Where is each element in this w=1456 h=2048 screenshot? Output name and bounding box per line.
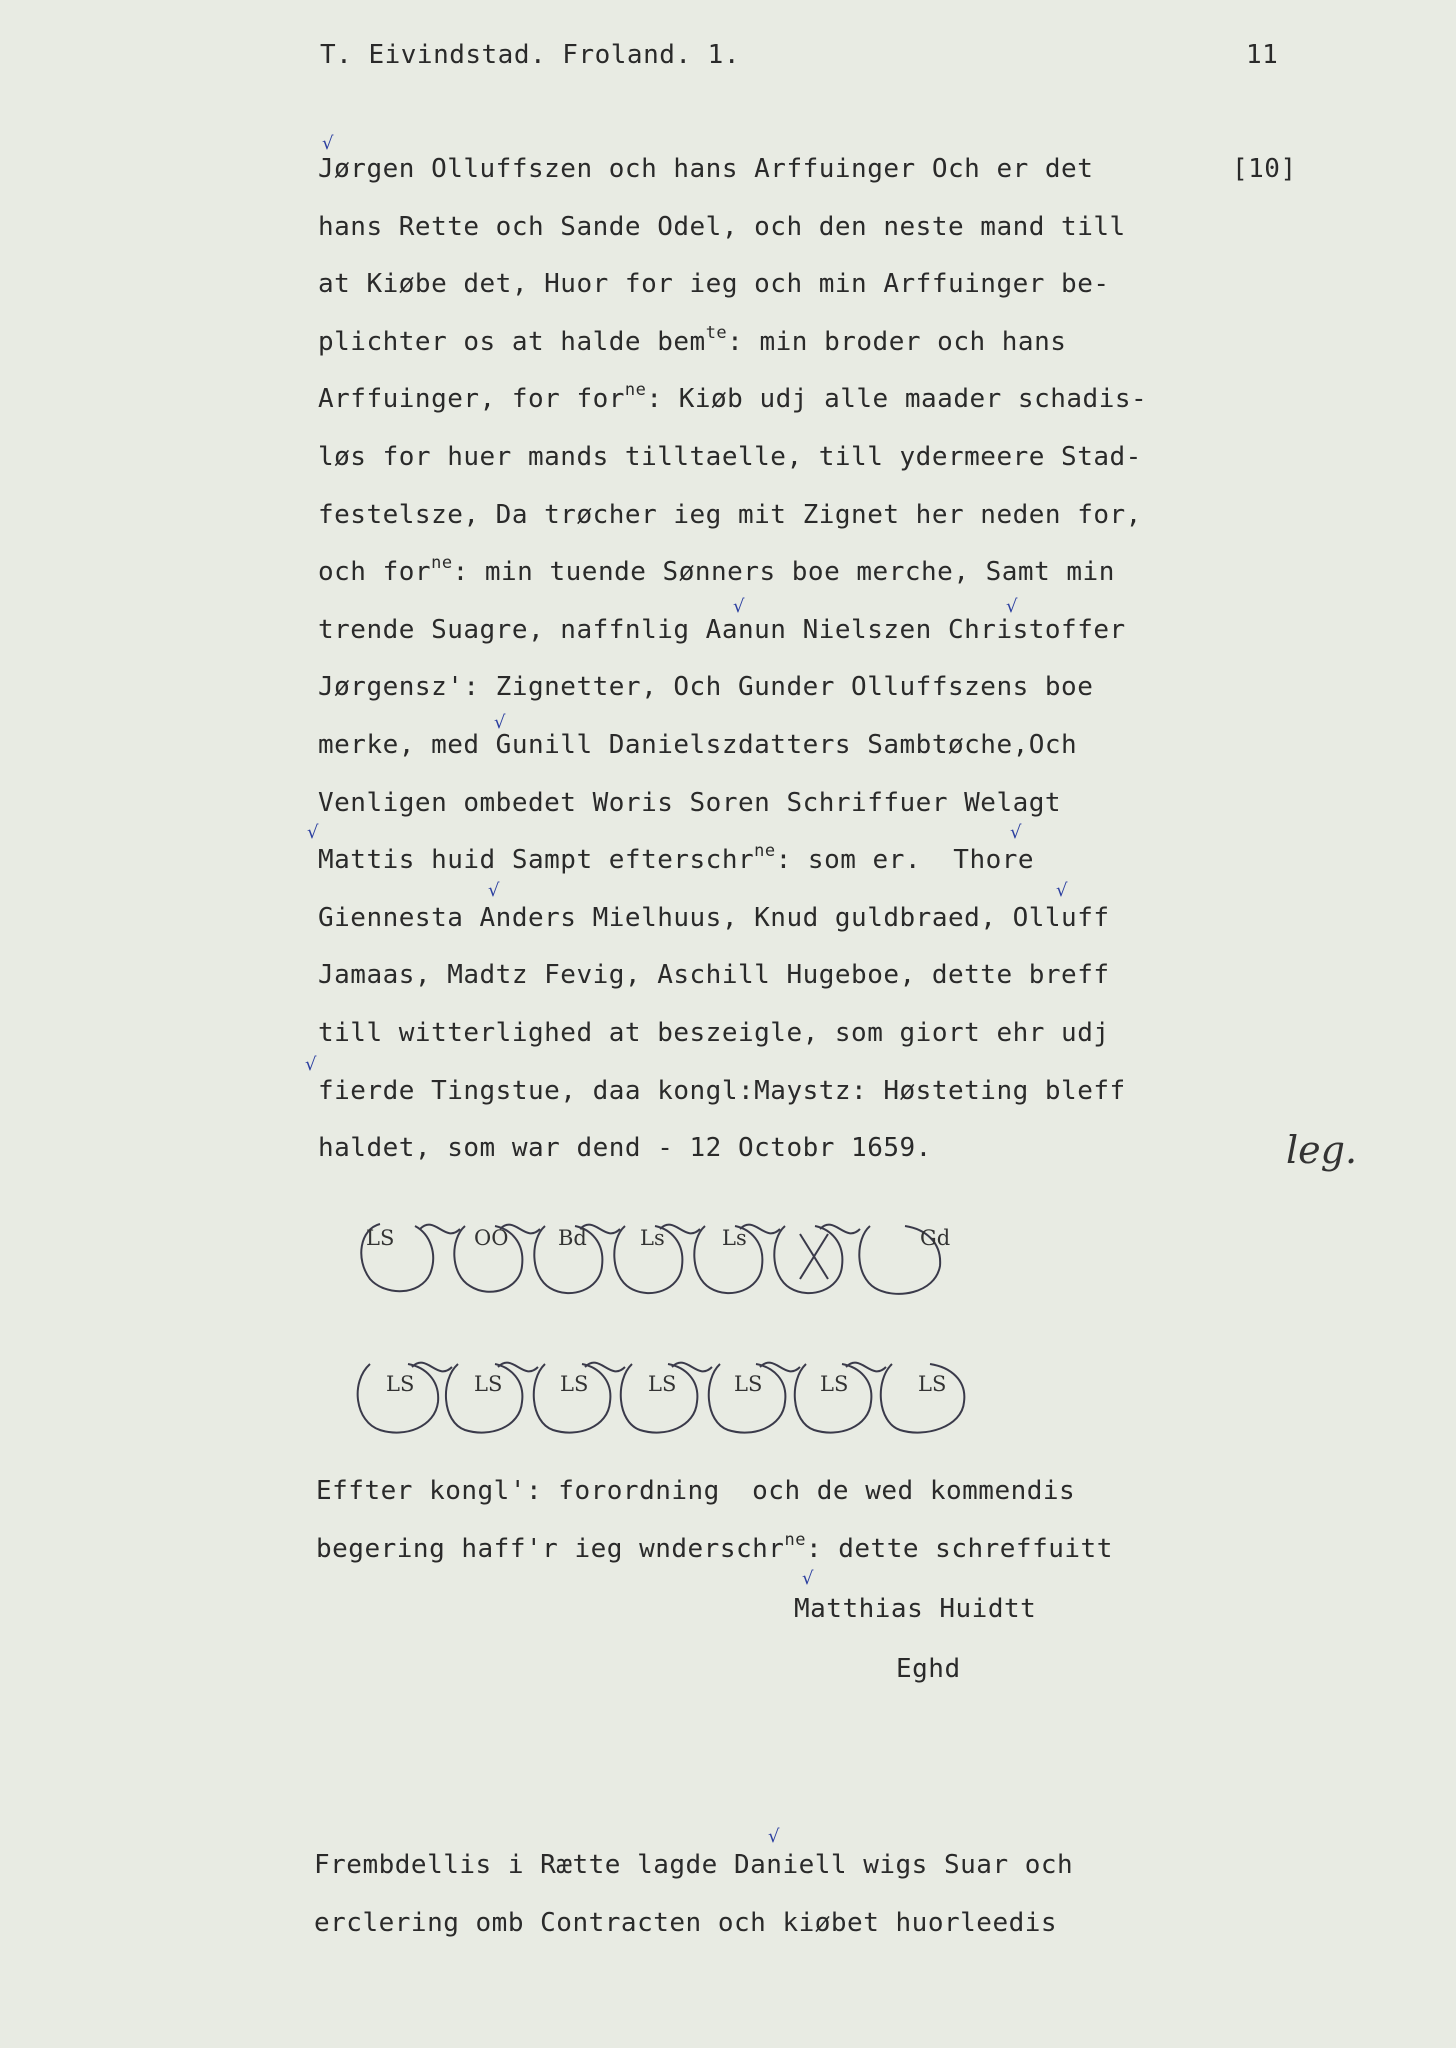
line-text: Giennesta Anders Mielhuus, Knud guldbraed, Olluff [318,902,1110,933]
line-text: till witterlighed at beszeigle, som giort ehr udj [318,1018,1110,1048]
check-mark-icon: √ [1006,596,1018,617]
text-line [318,788,1061,818]
text-line [316,1476,1075,1506]
text-line [318,154,1093,184]
check-mark-icon: √ [494,712,506,733]
seal-label: Ls [722,1226,747,1250]
seal-label: LS [474,1372,503,1396]
text-line [318,1133,932,1163]
superscript-abbreviation: ne [624,380,647,401]
line-text: løs for huer mands tilltaelle, till ydermeere Stad- [318,442,1142,472]
line-text: och for [318,557,432,588]
line-text: Jamaas, Madtz Fevig, Aschill Hugeboe, dette breff [318,960,1110,991]
line-text: Jørgensz': Zignetter, Och Gunder Olluffszens boe [318,672,1094,703]
seal-label: Bd [558,1226,587,1250]
line-text: at Kiøbe det, Huor for ieg och min Arffuinger be- [318,269,1110,300]
text-line [318,672,1093,702]
line-text: : min broder och hans [727,326,1067,357]
line-text: trende Suagre, naffnlig Aanun Nielszen Christoffer [318,614,1126,645]
text-line [318,269,1110,299]
text-line [318,322,1067,357]
seal-label: LS [734,1372,763,1396]
line-text: Jørgen Olluffszen och hans Arffuinger Och er det [318,154,1094,184]
check-mark-icon: √ [1010,822,1022,843]
seal-label: LS [918,1372,947,1396]
text-line [314,1850,1073,1880]
line-text: : Kiøb udj alle maader schadis- [646,384,1148,415]
seal-label: LS [386,1372,415,1396]
line-text: begering haff'r ieg wnderschr [316,1534,785,1564]
seal-label: LS [366,1226,395,1250]
line-text: : som er. Thore [775,845,1035,876]
check-mark-icon: √ [305,1054,317,1075]
seal-label: Ls [640,1226,665,1250]
text-line [318,730,1077,760]
seal-row-2 [350,1342,990,1452]
superscript-abbreviation: ne [784,1530,806,1550]
text-line [318,841,1035,876]
text-line [318,903,1110,933]
text-line [318,442,1142,472]
check-mark-icon: √ [322,133,334,154]
line-text: : min tuende Sønners boe merche, Samt min [452,557,1115,588]
check-mark-icon: √ [1056,880,1068,901]
text-line [318,1076,1126,1106]
line-text: fierde Tingstue, daa kongl:Maystz: Høsteting bleff [318,1075,1126,1106]
line-text: : dette schreffuitt [805,1534,1113,1564]
page-header-title: T. Eivindstad. Froland. 1. [320,40,740,70]
check-mark-icon: √ [307,822,319,843]
line-text: Mattis huid Sampt efterschr [318,845,755,876]
text-line [314,1908,1057,1938]
superscript-abbreviation: ne [754,841,776,862]
signature-name: Matthias Huidtt [794,1594,1037,1624]
line-text: merke, med Gunill Danielszdatters Sambtøche,Och [318,730,1078,760]
seal-label: LS [560,1372,589,1396]
page-number: 11 [1246,40,1279,70]
signature-title: Eghd [896,1654,961,1684]
seal-loops-icon [350,1342,990,1452]
text-line [318,615,1126,645]
line-text: hans Rette och Sande Odel, och den neste mand till [318,211,1126,242]
line-text: haldet, som war dend - 12 Octobr 1659. [318,1133,932,1164]
check-mark-icon: √ [733,596,745,617]
folio-reference: [10] [1232,154,1297,184]
line-text: Frembdellis i Rætte lagde Daniell wigs Suar och [314,1850,1074,1880]
text-line [318,212,1126,242]
line-text: plichter os at halde bem [318,326,706,357]
text-line [316,1530,1113,1564]
seal-label: LS [648,1372,677,1396]
seal-label: LS [820,1372,849,1396]
margin-note: leg. [1286,1128,1358,1172]
superscript-abbreviation: ne [431,553,453,574]
check-mark-icon: √ [488,880,500,901]
seal-loops-icon [350,1204,990,1314]
line-text: erclering omb Contracten och kiøbet huorleedis [314,1908,1058,1938]
text-line [318,1018,1110,1048]
text-line [318,380,1148,415]
text-line [318,500,1142,530]
line-text: festelsze, Da trøcher ieg mit Zignet her neden for, [318,499,1142,530]
seal-row-1 [350,1204,990,1314]
seal-label: OO [474,1226,509,1250]
seal-label: Gd [920,1226,951,1250]
check-mark-icon: √ [802,1568,814,1589]
line-text: Effter kongl': forordning och de wed kommendis [316,1476,1076,1506]
text-line [318,960,1110,990]
line-text: Venligen ombedet Woris Soren Schriffuer Welagt [318,787,1062,818]
check-mark-icon: √ [768,1826,780,1847]
superscript-abbreviation: te [705,322,728,343]
text-line [318,553,1115,588]
line-text: Arffuinger, for for [318,384,625,415]
